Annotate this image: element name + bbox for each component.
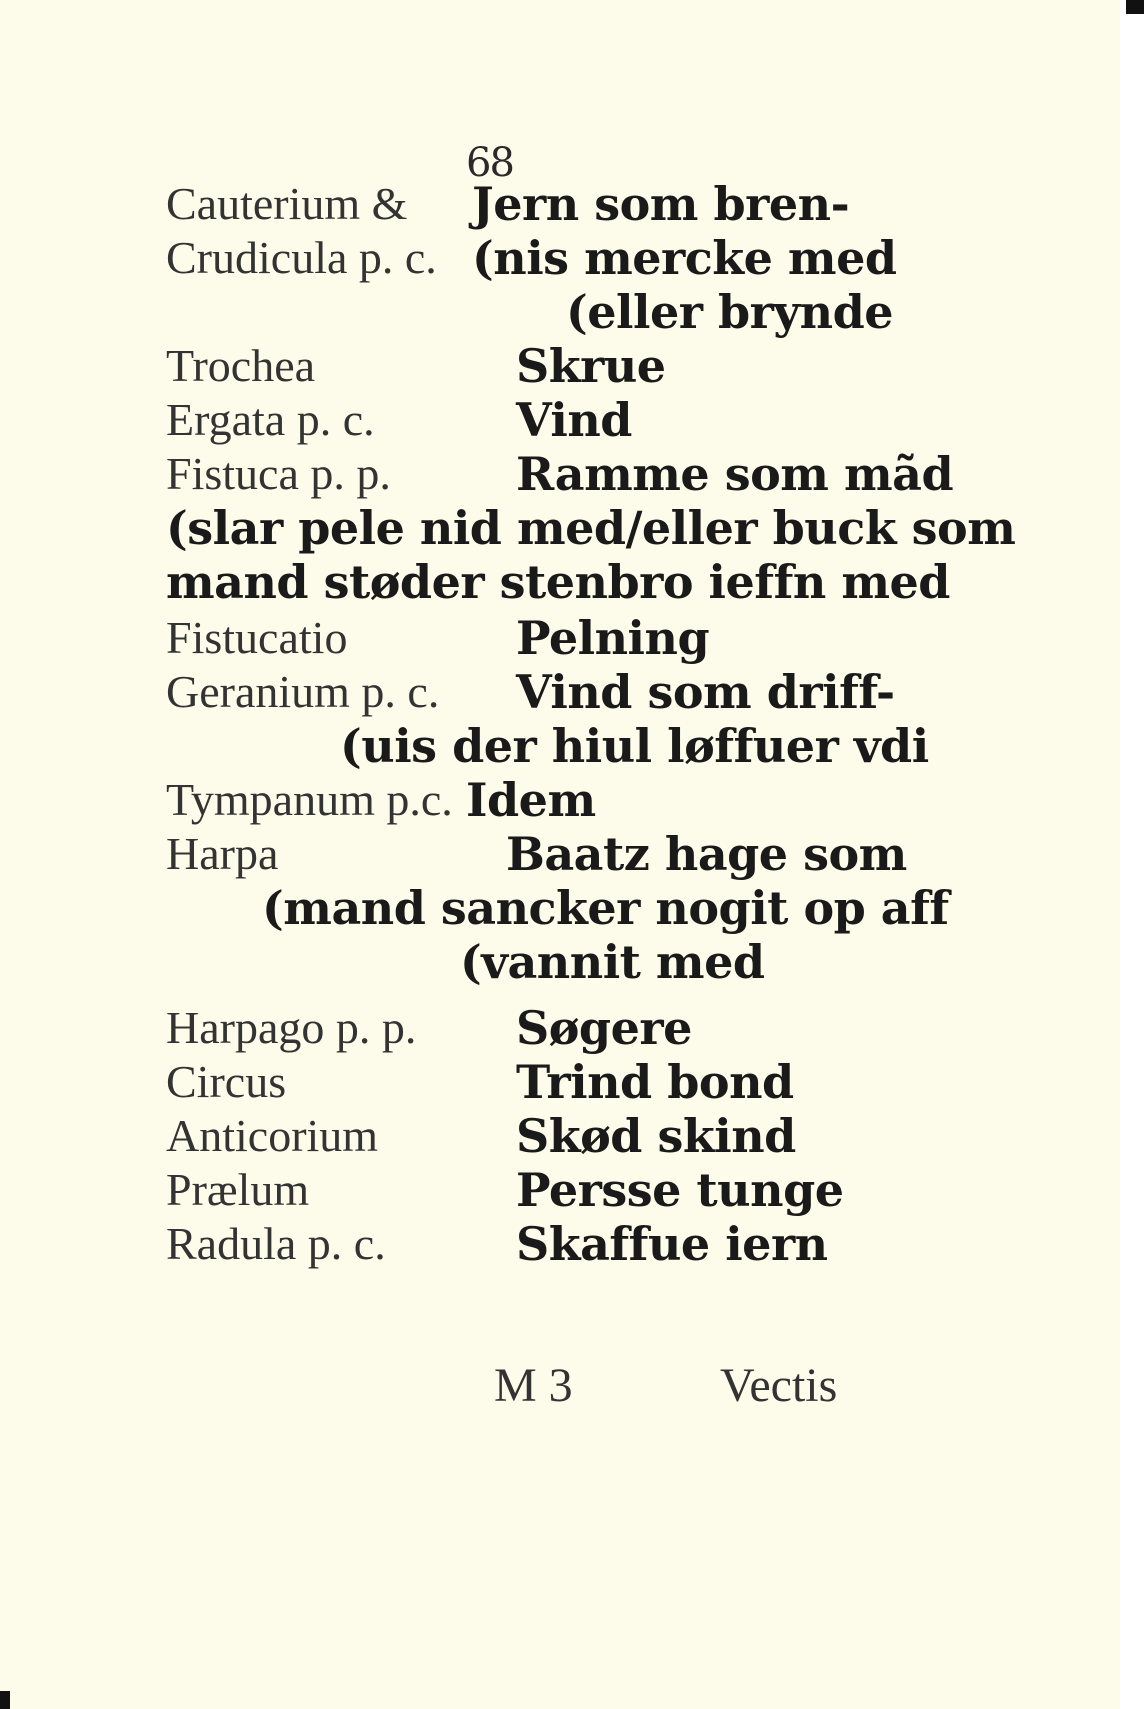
scan-edge-mark: [1126, 0, 1144, 14]
danish-gloss: (mand sancker nogit op aff: [262, 881, 949, 935]
latin-term: Tympanum p.c.: [166, 774, 453, 825]
latin-term: Crudicula p. c.: [166, 232, 437, 283]
danish-gloss: Idem: [466, 773, 596, 827]
entry-line: [166, 500, 1015, 557]
entry-line: [166, 664, 895, 720]
entry-line: [340, 718, 929, 775]
latin-term: Circus: [166, 1056, 287, 1107]
entry-line: [166, 446, 954, 502]
page-number: 68: [466, 140, 513, 186]
danish-gloss: Persse tunge: [516, 1163, 844, 1217]
entry-line: [166, 1216, 828, 1272]
danish-gloss: mand støder stenbro ieffn med: [166, 555, 950, 609]
danish-gloss: (nis mercke med: [472, 231, 897, 285]
latin-term: Trochea: [166, 340, 316, 391]
scan-edge-mark: [0, 1691, 10, 1709]
entry-line: [166, 772, 596, 828]
latin-term: Prælum: [166, 1164, 310, 1215]
entry-line: [166, 554, 950, 611]
entry-line: [566, 284, 893, 341]
entry-line: [166, 1000, 692, 1056]
danish-gloss: Ramme som mãd: [516, 447, 954, 501]
danish-gloss: Vind som driff-: [516, 665, 895, 719]
danish-gloss: Skød skind: [516, 1109, 796, 1163]
entry-line: [262, 880, 949, 937]
latin-term: Harpa: [166, 828, 279, 879]
danish-gloss: Søgere: [516, 1001, 692, 1055]
danish-gloss: (uis der hiul løffuer vdi: [340, 719, 929, 773]
latin-term: Anticorium: [166, 1110, 379, 1161]
danish-gloss: Vind: [516, 393, 632, 447]
entry-line: [166, 176, 850, 232]
entry-line: [460, 934, 765, 991]
latin-term: Radula p. c.: [166, 1218, 386, 1269]
signature-mark: M 3: [494, 1359, 573, 1412]
latin-term: Fistuca p. p.: [166, 448, 391, 499]
latin-term: Fistucatio: [166, 612, 348, 663]
danish-gloss: Trind bond: [516, 1055, 794, 1109]
entry-line: [166, 1054, 794, 1110]
danish-gloss: (vannit med: [460, 935, 765, 989]
danish-gloss: Baatz hage som: [506, 827, 907, 881]
danish-gloss: (slar pele nid med/eller buck som: [166, 501, 1016, 555]
danish-gloss: (eller brynde: [566, 285, 893, 339]
danish-gloss: Skaffue iern: [516, 1217, 828, 1271]
entry-line: [166, 1108, 796, 1164]
latin-term: Ergata p. c.: [166, 394, 375, 445]
entry-line: [166, 230, 897, 286]
latin-term: Geranium p. c.: [166, 666, 440, 717]
danish-gloss: Jern som bren-: [472, 177, 850, 231]
entry-line: [166, 1162, 844, 1218]
latin-term: Cauterium &: [166, 178, 408, 229]
danish-gloss: Pelning: [516, 611, 710, 665]
entry-line: [166, 338, 666, 394]
entry-line: [166, 826, 907, 882]
scan-margin: [1120, 0, 1144, 1709]
entry-line: [166, 610, 710, 666]
catchword: Vectis: [720, 1359, 838, 1412]
danish-gloss: Skrue: [516, 339, 666, 393]
entry-line: [166, 392, 632, 448]
latin-term: Harpago p. p.: [166, 1002, 417, 1053]
